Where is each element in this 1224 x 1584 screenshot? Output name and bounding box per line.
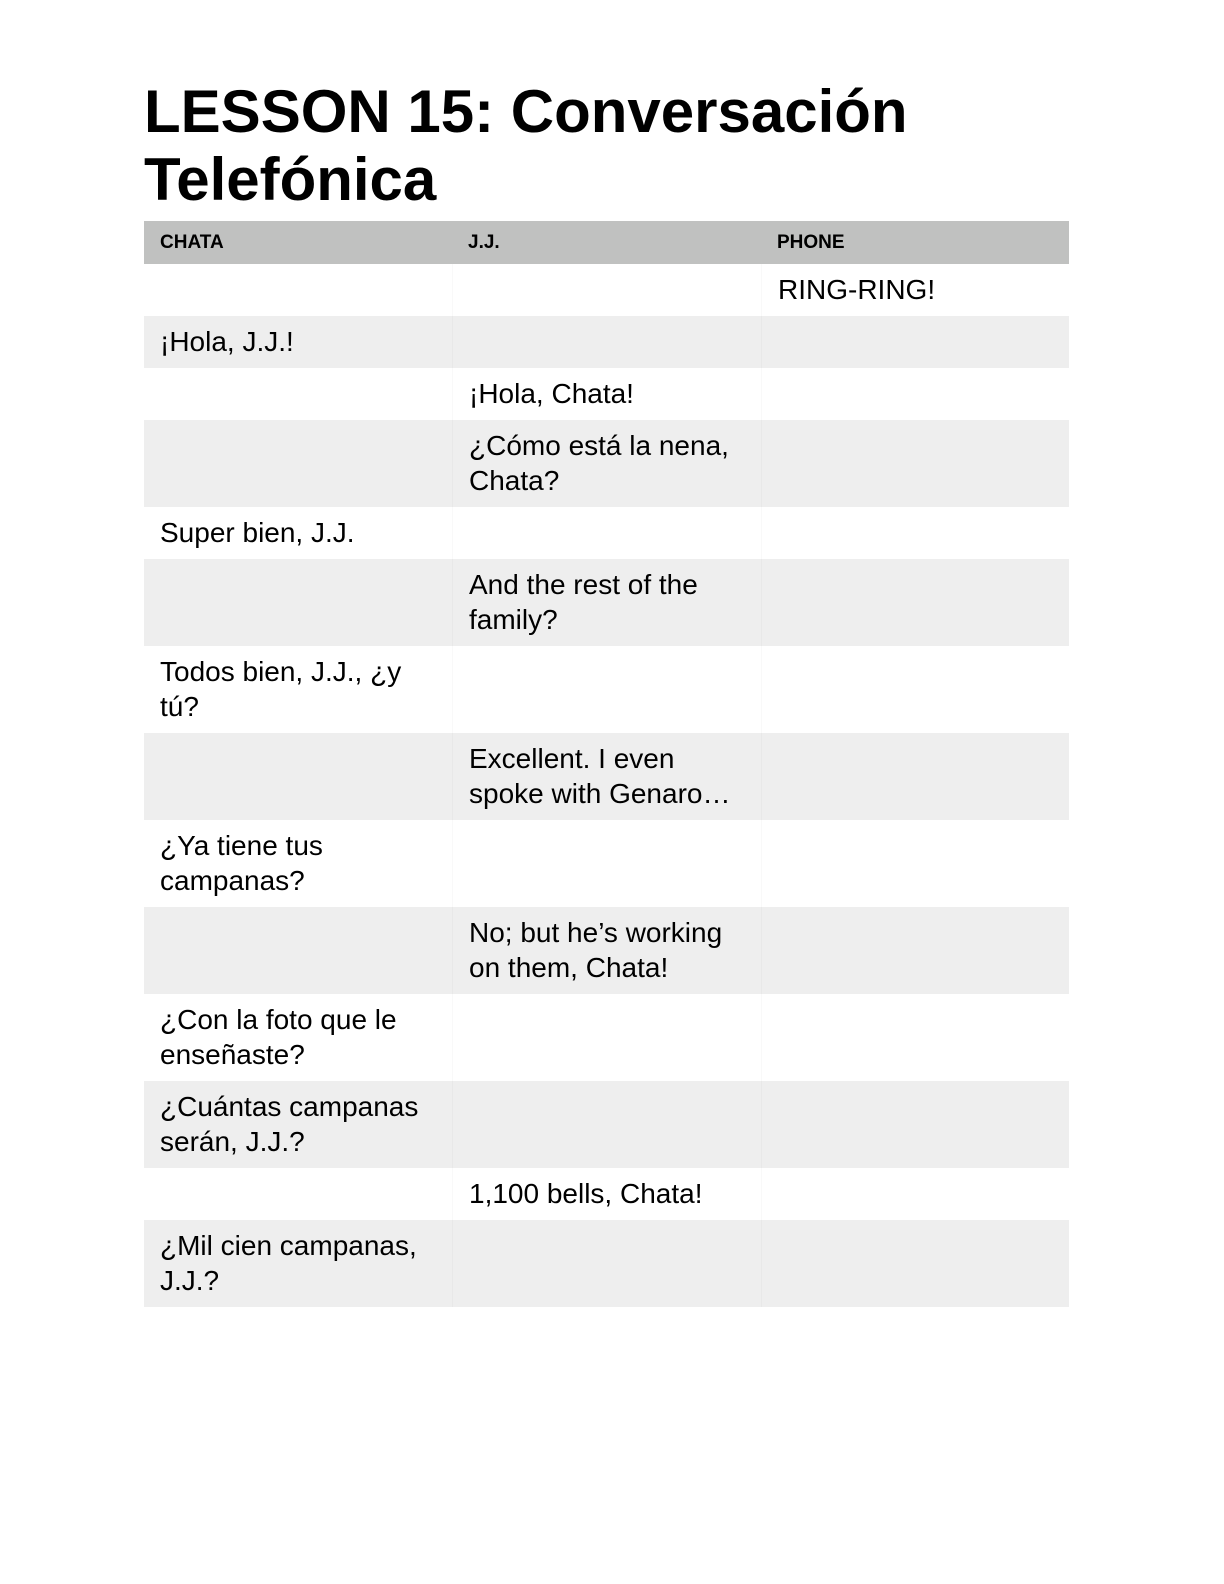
cell-phone xyxy=(761,820,1069,907)
column-header-phone: PHONE xyxy=(761,221,1069,264)
cell-phone xyxy=(761,646,1069,733)
cell-jj xyxy=(452,316,761,368)
cell-chata: ¿Mil cien campanas, J.J.? xyxy=(144,1220,452,1307)
cell-chata: ¿Cuántas campanas serán, J.J.? xyxy=(144,1081,452,1168)
cell-phone xyxy=(761,316,1069,368)
cell-chata xyxy=(144,368,452,420)
cell-jj xyxy=(452,820,761,907)
table-row xyxy=(144,507,1069,559)
table-row xyxy=(144,264,1069,316)
column-header-jj: J.J. xyxy=(452,221,761,264)
cell-phone xyxy=(761,1168,1069,1220)
column-header-chata: CHATA xyxy=(144,221,452,264)
document-page xyxy=(144,78,1069,1307)
cell-phone xyxy=(761,507,1069,559)
cell-jj: And the rest of the family? xyxy=(452,559,761,646)
table-header-row xyxy=(144,221,1069,264)
table-row xyxy=(144,1220,1069,1307)
cell-phone xyxy=(761,994,1069,1081)
cell-chata: ¿Ya tiene tus campanas? xyxy=(144,820,452,907)
table-row xyxy=(144,1081,1069,1168)
cell-chata: Super bien, J.J. xyxy=(144,507,452,559)
cell-chata: Todos bien, J.J., ¿y tú? xyxy=(144,646,452,733)
cell-jj xyxy=(452,1220,761,1307)
cell-chata xyxy=(144,1168,452,1220)
cell-phone xyxy=(761,907,1069,994)
cell-chata xyxy=(144,559,452,646)
cell-phone xyxy=(761,559,1069,646)
table-row xyxy=(144,420,1069,507)
table-row xyxy=(144,316,1069,368)
table-row xyxy=(144,907,1069,994)
table-row xyxy=(144,646,1069,733)
table-row xyxy=(144,1168,1069,1220)
cell-jj xyxy=(452,264,761,316)
dialogue-table xyxy=(144,221,1069,1307)
cell-jj: ¡Hola, Chata! xyxy=(452,368,761,420)
cell-jj xyxy=(452,646,761,733)
cell-chata xyxy=(144,264,452,316)
cell-chata xyxy=(144,733,452,820)
page-title: LESSON 15: Conversación Telefónica xyxy=(144,78,908,213)
cell-jj xyxy=(452,507,761,559)
cell-jj: Excellent. I even spoke with Genaro… xyxy=(452,733,761,820)
cell-phone xyxy=(761,368,1069,420)
cell-jj: No; but he’s working on them, Chata! xyxy=(452,907,761,994)
cell-jj xyxy=(452,1081,761,1168)
cell-phone xyxy=(761,420,1069,507)
cell-jj: ¿Cómo está la nena, Chata? xyxy=(452,420,761,507)
cell-phone xyxy=(761,1081,1069,1168)
table-row xyxy=(144,559,1069,646)
cell-phone xyxy=(761,733,1069,820)
table-row xyxy=(144,820,1069,907)
cell-phone xyxy=(761,1220,1069,1307)
table-row xyxy=(144,368,1069,420)
cell-jj: 1,100 bells, Chata! xyxy=(452,1168,761,1220)
cell-chata: ¡Hola, J.J.! xyxy=(144,316,452,368)
table-row xyxy=(144,733,1069,820)
cell-jj xyxy=(452,994,761,1081)
cell-chata xyxy=(144,420,452,507)
cell-chata: ¿Con la foto que le enseñaste? xyxy=(144,994,452,1081)
cell-phone: RING-RING! xyxy=(761,264,1069,316)
table-row xyxy=(144,994,1069,1081)
cell-chata xyxy=(144,907,452,994)
